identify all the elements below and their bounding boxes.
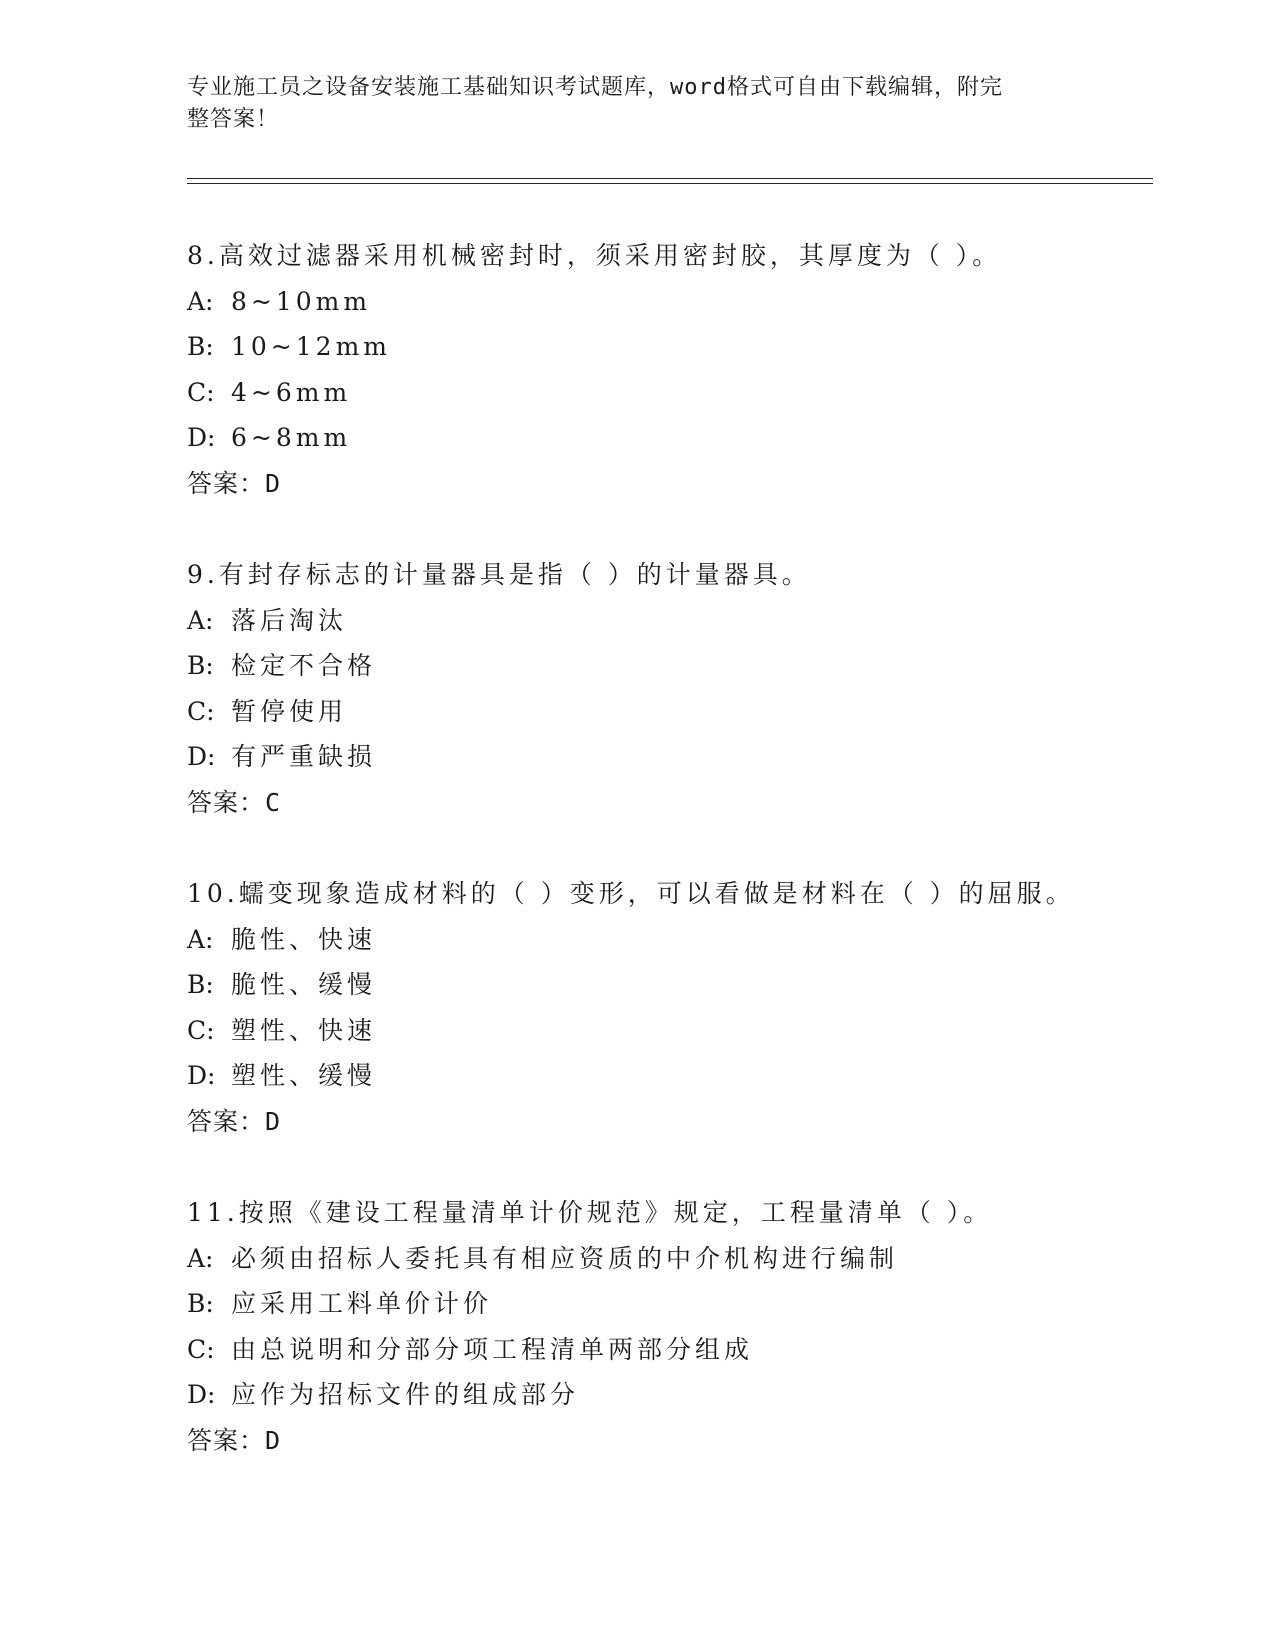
question-block <box>187 233 1147 506</box>
option-letter: D: <box>187 1380 216 1409</box>
option-a <box>187 279 1147 325</box>
option-c <box>187 370 1147 416</box>
option-a <box>187 1236 1147 1282</box>
option-letter: A: <box>187 605 214 635</box>
option-text: 应采用工料单价计价 <box>231 1289 493 1318</box>
option-text: 检定不合格 <box>231 651 377 680</box>
question-stem: 10.蠕变现象造成材料的（ ）变形，可以看做是材料在（ ）的屈服。 <box>187 879 1075 908</box>
answer-line: 答案：D <box>187 468 282 498</box>
option-a <box>187 917 1147 963</box>
question-stem: 9.有封存标志的计量器具是指（ ）的计量器具。 <box>187 560 811 589</box>
answer-line: 答案：D <box>187 1425 282 1455</box>
option-b <box>187 1281 1147 1327</box>
option-c <box>187 1327 1147 1373</box>
question-block <box>187 871 1147 1144</box>
option-letter: B: <box>187 651 214 680</box>
question-stem: 8.高效过滤器采用机械密封时，须采用密封胶，其厚度为（ ）。 <box>187 241 1002 270</box>
header-line-1: 专业施工员之设备安装施工基础知识考试题库，word格式可自由下载编辑，附完 <box>187 75 1003 100</box>
option-text: 由总说明和分部分项工程清单两部分组成 <box>231 1334 754 1364</box>
option-letter: D: <box>187 423 216 452</box>
option-letter: C: <box>187 1015 215 1045</box>
option-text: 必须由招标人委托具有相应资质的中介机构进行编制 <box>231 1243 899 1273</box>
answer-line: 答案：D <box>187 1106 282 1136</box>
option-text: 6~8mm <box>231 423 352 452</box>
option-letter: B: <box>187 1289 214 1318</box>
option-text: 4~6mm <box>231 377 352 407</box>
header-line-2: 整答案！ <box>187 107 280 132</box>
option-a <box>187 598 1147 644</box>
option-text: 塑性、缓慢 <box>231 1061 377 1090</box>
option-text: 脆性、快速 <box>231 924 377 954</box>
option-c <box>187 1008 1147 1054</box>
option-letter: C: <box>187 1334 215 1364</box>
option-letter: A: <box>187 1243 214 1273</box>
option-c <box>187 689 1147 735</box>
option-text: 塑性、快速 <box>231 1015 377 1045</box>
option-text: 脆性、缓慢 <box>231 970 377 999</box>
option-letter: C: <box>187 696 215 726</box>
option-letter: C: <box>187 377 215 407</box>
document-header <box>187 72 1067 136</box>
option-letter: A: <box>187 286 214 316</box>
answer-line: 答案：C <box>187 787 282 817</box>
option-d <box>187 415 1147 461</box>
option-letter: D: <box>187 742 216 771</box>
option-b <box>187 324 1147 370</box>
header-rule-bottom <box>187 183 1153 184</box>
question-block <box>187 552 1147 825</box>
header-rule-top <box>187 178 1153 179</box>
option-text: 8~10mm <box>231 286 372 316</box>
option-text: 10~12mm <box>231 332 391 361</box>
option-text: 应作为招标文件的组成部分 <box>231 1380 580 1409</box>
option-d <box>187 734 1147 780</box>
option-text: 有严重缺损 <box>231 742 377 771</box>
option-d <box>187 1372 1147 1418</box>
option-letter: B: <box>187 970 214 999</box>
option-d <box>187 1053 1147 1099</box>
option-text: 暂停使用 <box>231 696 348 726</box>
option-letter: B: <box>187 332 214 361</box>
option-letter: D: <box>187 1061 216 1090</box>
option-b <box>187 962 1147 1008</box>
option-text: 落后淘汰 <box>231 605 348 635</box>
question-stem: 11.按照《建设工程量清单计价规范》规定，工程量清单（ ）。 <box>187 1198 993 1227</box>
option-b <box>187 643 1147 689</box>
question-block <box>187 1190 1147 1463</box>
option-letter: A: <box>187 924 214 954</box>
